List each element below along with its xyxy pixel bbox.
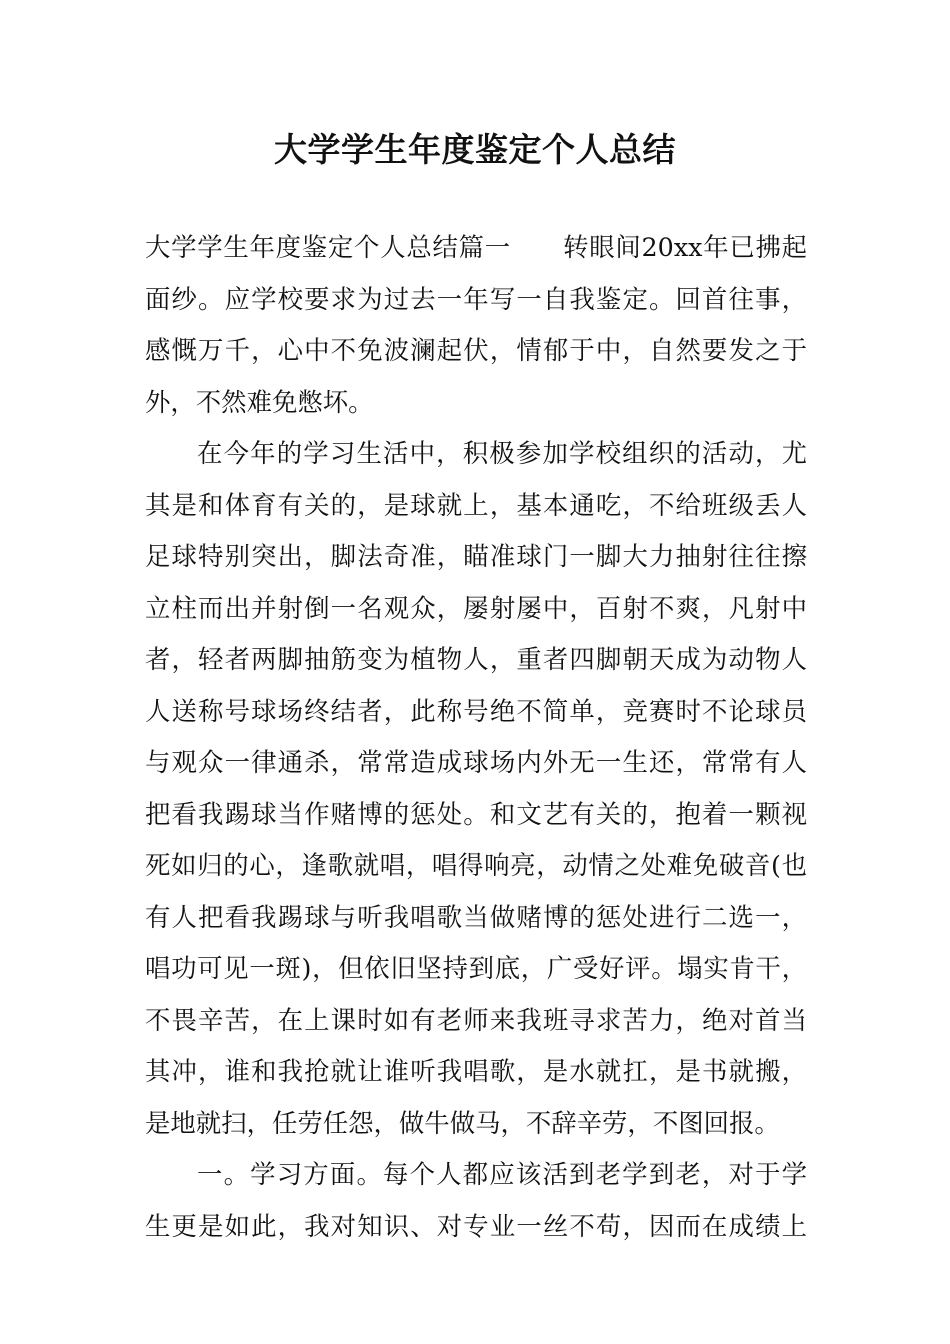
text-line: 者，轻者两脚抽筋变为植物人，重者四脚朝天成为动物人 — [145, 644, 807, 674]
text-line: 足球特别突出，脚法奇准，瞄准球门一脚大力抽射往往擦 — [145, 541, 807, 571]
text-line: 死如归的心，逢歌就唱，唱得响亮，动情之处难免破音(也 — [145, 850, 807, 880]
text-line: 外，不然难免憋坏。 — [145, 386, 374, 417]
text-line: 与观众一律通杀，常常造成球场内外无一生还，常常有人 — [145, 747, 807, 777]
text-line: 在今年的学习生活中，积极参加学校组织的活动，尤 — [197, 438, 807, 468]
text-line: 把看我踢球当作赌博的惩处。和文艺有关的，抱着一颗视 — [145, 798, 807, 829]
document-title: 大学学生年度鉴定个人总结 — [274, 130, 676, 169]
text-line: 是地就扫，任劳任怨，做牛做马，不辞辛劳，不图回报。 — [145, 1107, 780, 1138]
text-line: 人送称号球场终结者，此称号绝不简单，竞赛时不论球员 — [145, 695, 807, 726]
text-line: 生更是如此，我对知识、对专业一丝不苟，因而在成绩上 — [145, 1210, 807, 1241]
text-line: 一。学习方面。每个人都应该活到老学到老，对于学 — [197, 1159, 807, 1189]
text-line: 大学学生年度鉴定个人总结篇一 转眼间20xx年已拂起 — [145, 232, 807, 262]
text-line: 其是和体育有关的，是球就上，基本通吃，不给班级丢人 — [145, 489, 807, 520]
text-line: 唱功可见一斑)，但依旧坚持到底，广受好评。塌实肯干， — [145, 953, 807, 983]
document-body — [145, 222, 807, 1252]
text-line: 感慨万千，心中不免波澜起伏，情郁于中，自然要发之于 — [145, 335, 807, 365]
text-line: 有人把看我踢球与听我唱歌当做赌博的惩处进行二选一， — [145, 901, 807, 932]
text-line: 不畏辛苦，在上课时如有老师来我班寻求苦力，绝对首当 — [145, 1004, 807, 1035]
text-line: 其冲，谁和我抢就让谁听我唱歌，是水就扛，是书就搬， — [145, 1056, 807, 1086]
text-line: 面纱。应学校要求为过去一年写一自我鉴定。回首往事， — [145, 283, 807, 314]
text-line: 立柱而出并射倒一名观众，屡射屡中，百射不爽，凡射中 — [145, 592, 807, 623]
